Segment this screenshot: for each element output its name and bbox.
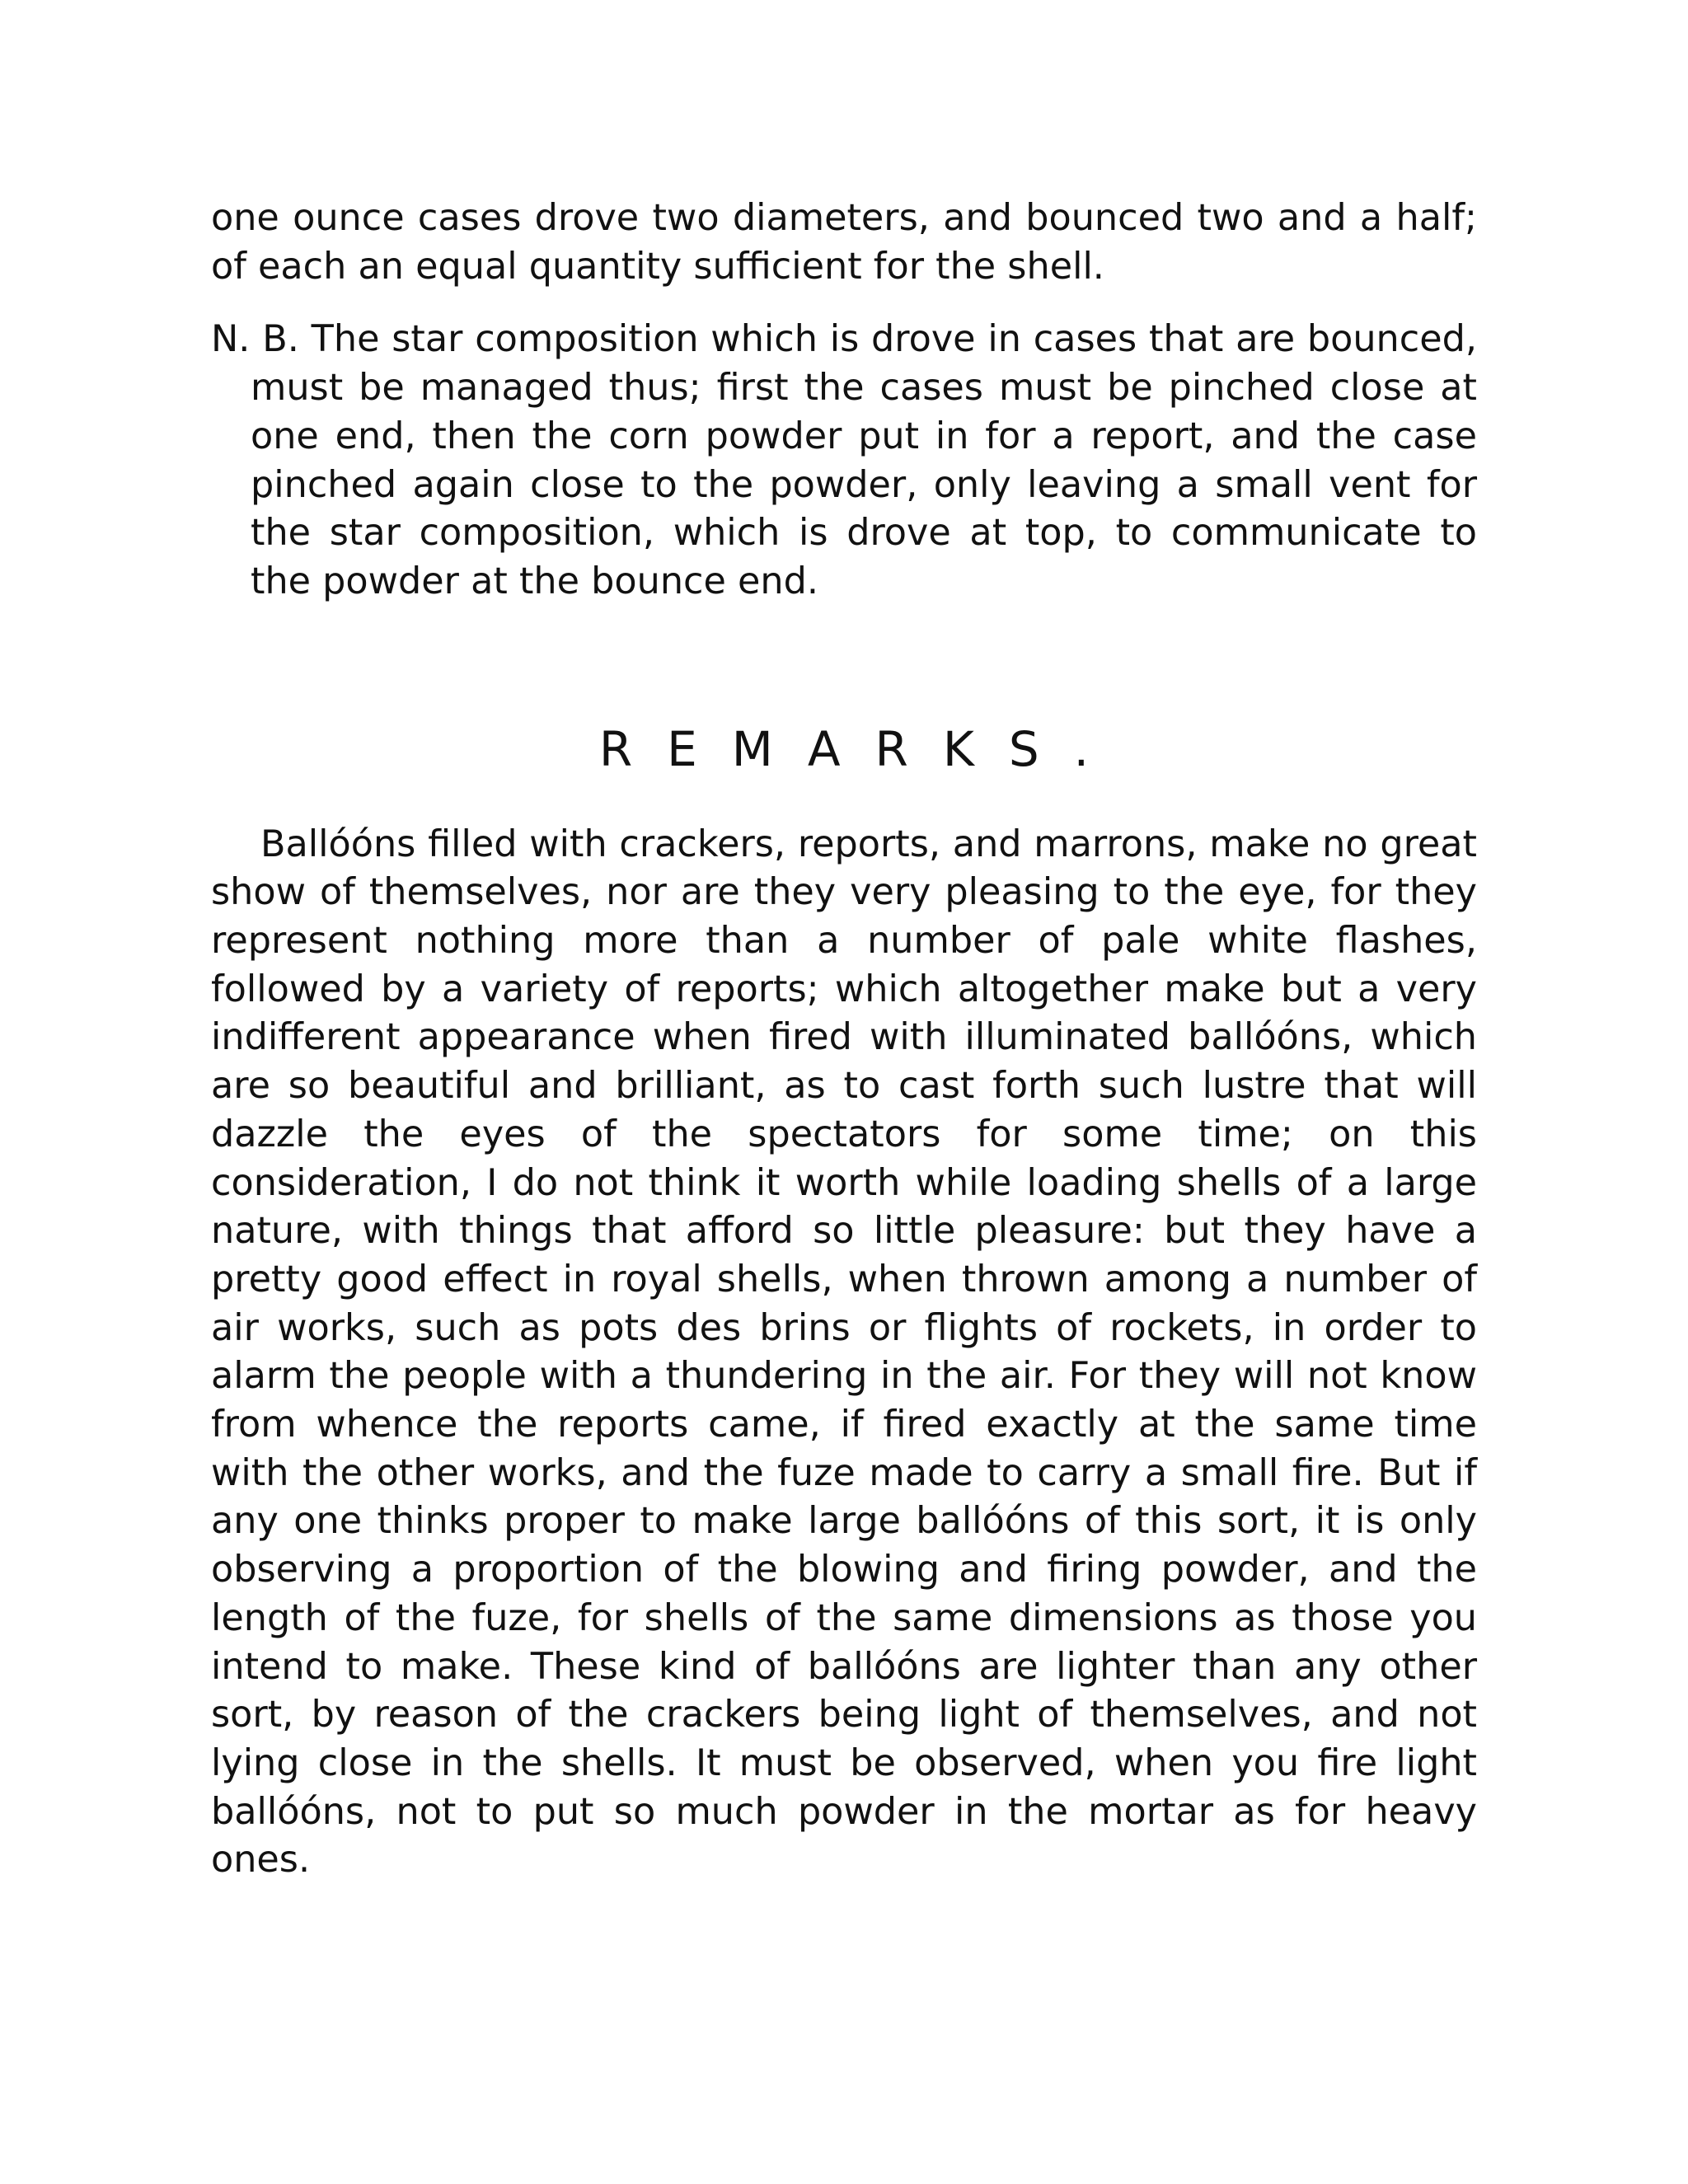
note-paragraph: N. B. The star composition which is drove in cases that are bounced, must be managed thus; first the cases must be pinched close at one end, then the corn powder put in for a report, and the case pinched again close to the powder, only leaving a small vent for the star composition, which is drove at top, to communicate to the powder at the bounce end. bbox=[211, 318, 1477, 602]
continuation-paragraph: one ounce cases drove two diameters, and bounced two and a half; of each an equal quantity sufficient for the shell. bbox=[211, 197, 1477, 288]
remarks-heading: REMARKS. bbox=[598, 720, 1124, 777]
document-page bbox=[211, 194, 1477, 1885]
remarks-paragraph: Ballóóns filled with crackers, reports, and marrons, make no great show of themselves, nor are they very pleasing to the eye, for they represent nothing more than a number of pale white flashes, followed by a variety of reports; which altogether make but a very indifferent appearance when fired with illuminated ballóóns, which are so beautiful and brilliant, as to cast forth such lustre that will dazzle the eyes of the spectators for some time; on this consideration, I do not think it worth while loading shells of a large nature, with things that afford so little pleasure: but they have a pretty good effect in royal shells, when thrown among a number of air works, such as pots des brins or flights of rockets, in order to alarm the people with a thundering in the air. For they will not know from whence the reports came, if fired exactly at the same time with the other works, and the fuze made to carry a small fire. But if any one thinks proper to make large ballóóns of this sort, it is only observing a proportion of the blowing and firing powder, and the length of the fuze, for shells of the same dimensions as those you intend to make. These kind of ballóóns are lighter than any other sort, by reason of the crackers being light of themselves, and not lying close in the shells. It must be observed, when you fire light ballóóns, not to put so much powder in the mortar as for heavy ones. bbox=[211, 823, 1477, 1882]
